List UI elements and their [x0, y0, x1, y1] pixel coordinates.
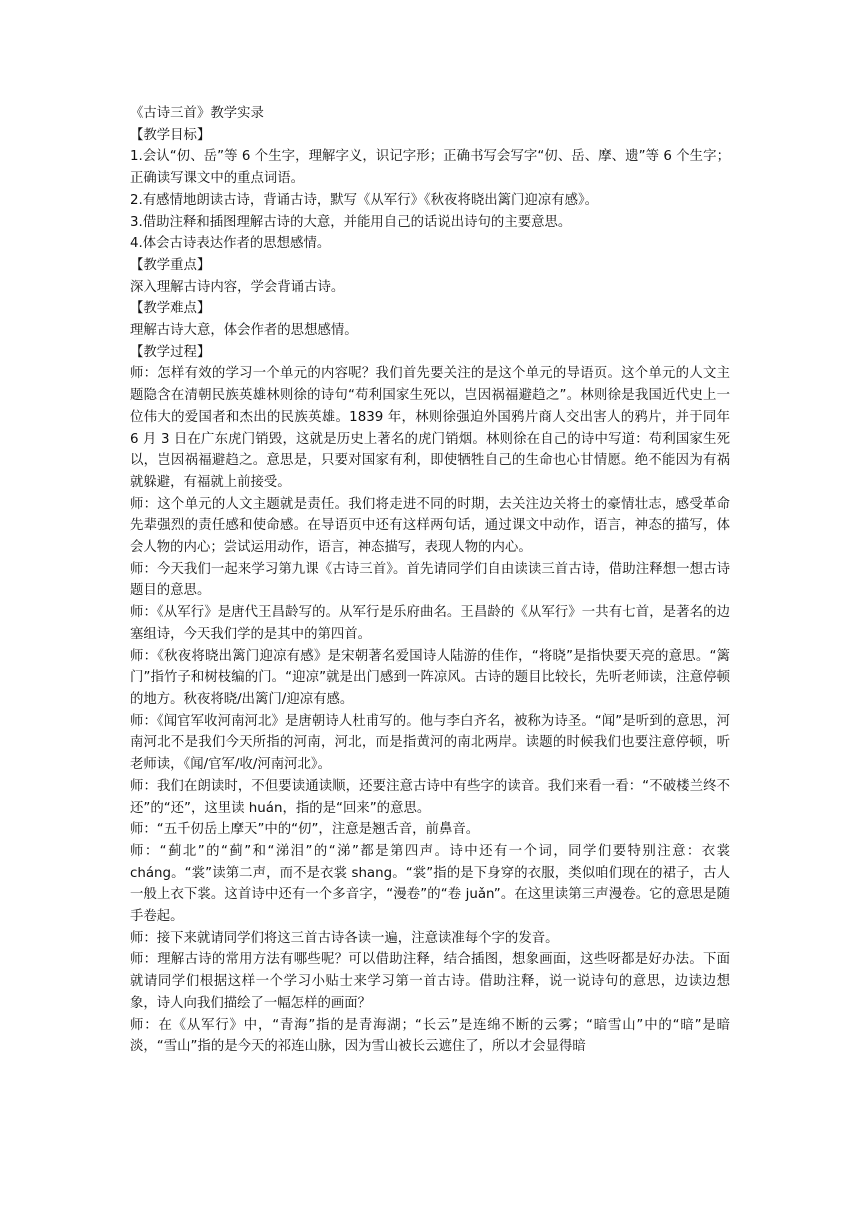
objective-item-1: 1.会认“仞、岳”等 6 个生字，理解字义，识记字形；正确书写会写字“仞、岳、摩、遗”等 6 个生字；正确读写课文中的重点词语。: [130, 149, 730, 187]
section-heading-key-points: 【教学重点】: [130, 257, 211, 273]
section-heading-difficulties: 【教学难点】: [130, 301, 211, 317]
body-paragraph: 师：理解古诗的常用方法有哪些呢？可以借助注释，结合插图，想象画面，这些呀都是好办法。下面就请同学们根据这样一个学习小贴士来学习第一首古诗。借助注释，说一说诗句的意思，边读边想象，诗人向我们描绘了一幅怎样的画面？: [130, 952, 730, 1011]
body-paragraph: 师：《闻官军收河南河北》是唐朝诗人杜甫写的。他与李白齐名，被称为诗圣。“闻”是听到的意思，河南河北不是我们今天所指的河南，河北，而是指黄河的南北两岸。读题的时候我们也要注意停顿，听老师读，《闻/官军/收/河南河北》。: [130, 713, 730, 773]
body-paragraph: 师：这个单元的人文主题就是责任。我们将走进不同的时期，去关注边关将士的豪情壮志，感受革命先辈强烈的责任感和使命感。在导语页中还有这样两句话，通过课文中动作，语言，神态的描写，体会人物的内心；尝试运用动作，语言，神态描写，表现人物的内心。: [130, 496, 730, 556]
key-points-text: 深入理解古诗内容，学会背诵古诗。: [130, 279, 345, 295]
body-paragraph: 师：今天我们一起来学习第九课《古诗三首》。首先请同学们自由读读三首古诗，借助注释想一想古诗题目的意思。: [130, 561, 730, 599]
objective-item-2: 2.有感情地朗读古诗，背诵古诗，默写《从军行》《秋夜将晓出篱门迎凉有感》。: [130, 192, 599, 208]
body-paragraph: 师：“蓟北”的“蓟”和“涕泪”的“涕”都是第四声。诗中还有一个词，同学们要特别注意：衣裳 cháng。“裳”读第二声，而不是衣裳 shang。“裳”指的是下身穿的衣服，类似咱们现在的裙子，古人一般上衣下裳。这首诗中还有一个多音字，“漫卷”的“卷 juǎn”。在这里读第三声漫卷。它的意思是随手卷起。: [130, 843, 730, 925]
document-title: 《古诗三首》教学实录: [130, 106, 264, 121]
body-paragraph: 师：在《从军行》中，“青海”指的是青海湖；“长云”是连绵不断的云雾；“暗雪山”中的“暗”是暗淡，“雪山”指的是今天的祁连山脉，因为雪山被长云遮住了，所以才会显得暗: [130, 1017, 730, 1055]
body-paragraph: 师：《秋夜将晓出篱门迎凉有感》是宋朝著名爱国诗人陆游的佳作，“将晓”是指快要天亮的意思。“篱门”指竹子和树枝编的门。“迎凉”就是出门感到一阵凉风。古诗的题目比较长，先听老师读，注意停顿的地方。秋夜将晓/出篱门/迎凉有感。: [130, 648, 730, 707]
objective-item-3: 3.借助注释和插图理解古诗的大意，并能用自己的话说出诗句的主要意思。: [130, 214, 572, 230]
body-paragraph: 师：怎样有效的学习一个单元的内容呢？我们首先要关注的是这个单元的导语页。这个单元的人文主题隐含在清朝民族英雄林则徐的诗句“苟利国家生死以，岂因祸福避趋之”。林则徐是我国近代史上一位伟大的爱国者和杰出的民族英雄。1839 年，林则徐强迫外国鸦片商人交出害人的鸦片，并于同年 6 月 3 日在广东虎门销毁，这就是历史上著名的虎门销烟。林则徐在自己的诗中写道：苟利国家生死以，岂因祸福避趋之。意思是，只要对国家有利，即使牺牲自己的生命也心甘情愿。绝不能因为有祸就躲避，有福就上前接受。: [130, 366, 730, 490]
document-page: [130, 103, 730, 1058]
body-paragraph: 师：《从军行》是唐代王昌龄写的。从军行是乐府曲名。王昌龄的《从军行》一共有七首，是著名的边塞组诗，今天我们学的是其中的第四首。: [130, 605, 730, 642]
body-paragraph: 师：接下来就请同学们将这三首古诗各读一遍，注意读准每个字的发音。: [130, 930, 559, 946]
section-heading-objectives: 【教学目标】: [130, 127, 211, 143]
body-paragraph: 师：我们在朗读时，不但要读通读顺，还要注意古诗中有些字的读音。我们来看一看：“不破楼兰终不还”的“还”，这里读 huán，指的是“回来”的意思。: [130, 778, 730, 816]
section-heading-process: 【教学过程】: [130, 344, 211, 360]
body-paragraph: 师：“五千仞岳上摩天”中的“仞”，注意是翘舌音，前鼻音。: [130, 822, 480, 838]
objective-item-4: 4.体会古诗表达作者的思想感情。: [130, 236, 331, 252]
difficulties-text: 理解古诗大意，体会作者的思想感情。: [130, 323, 358, 339]
